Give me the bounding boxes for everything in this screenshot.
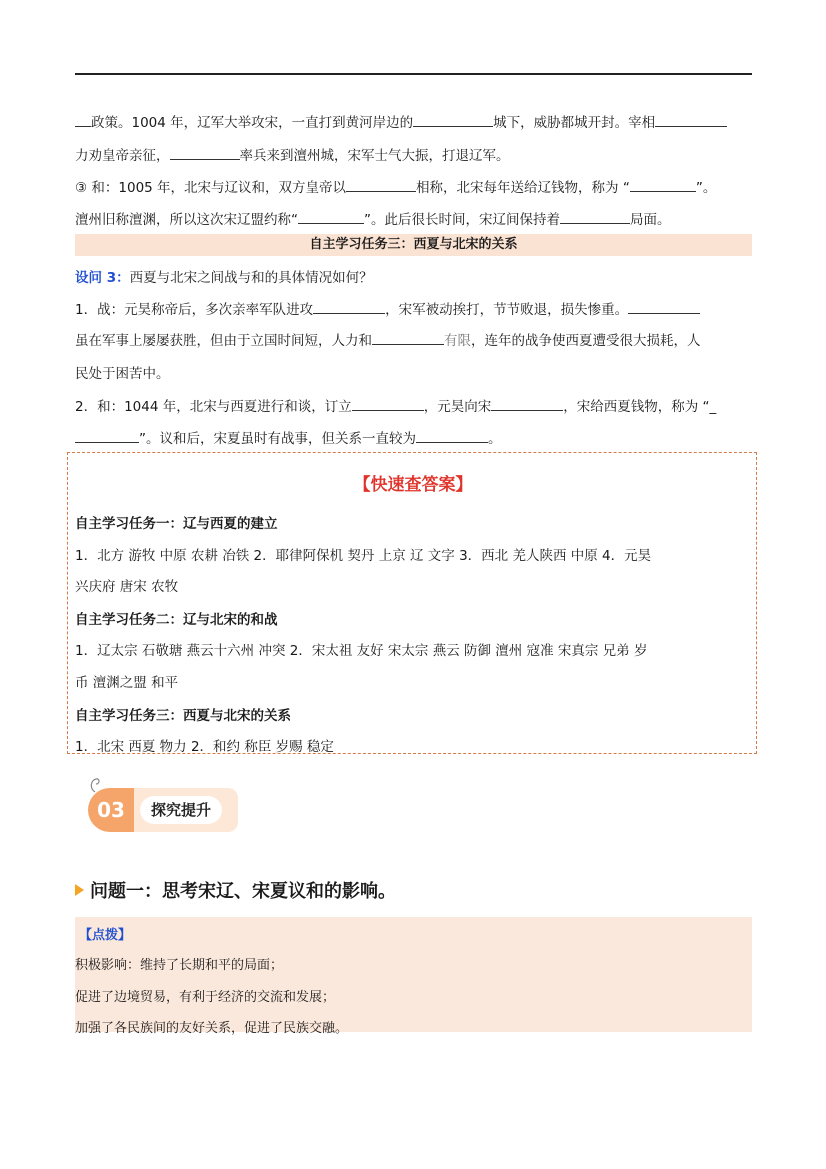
question-line bbox=[75, 268, 373, 288]
task3-title-bar: 自主学习任务三：西夏与北宋的关系 bbox=[75, 234, 752, 256]
text-segment: ，宋给西夏钱物，称为 “_ bbox=[563, 399, 717, 415]
text-line bbox=[75, 299, 700, 320]
section-label: 探究提升 bbox=[140, 796, 222, 824]
answer-line: 1．北宋 西夏 物力 2．和约 称臣 岁赐 稳定 bbox=[75, 739, 334, 755]
play-arrow-icon bbox=[75, 884, 84, 896]
text-line bbox=[75, 177, 716, 198]
text-segment: ，宋军被动挨打，节节败退，损失惨重。 bbox=[385, 302, 629, 318]
fill-blank[interactable] bbox=[413, 112, 493, 127]
text-segment: ，元昊向宋 bbox=[423, 399, 492, 415]
fill-blank[interactable] bbox=[352, 396, 424, 411]
tip-line: 积极影响：维持了长期和平的局面； bbox=[75, 958, 284, 973]
tip-line: 促进了边境贸易，有利于经济的交流和发展； bbox=[75, 990, 336, 1005]
text-segment: ③ 和：1005 年，北宋与辽议和，双方皇帝以 bbox=[75, 180, 347, 196]
fill-blank[interactable] bbox=[170, 145, 240, 160]
tip-box bbox=[75, 917, 752, 1032]
text-segment: 率兵来到澶州城，宋军士气大振，打退辽军。 bbox=[239, 148, 510, 164]
fill-blank[interactable] bbox=[491, 396, 563, 411]
text-line bbox=[75, 145, 510, 166]
text-segment: 城下，威胁都城开封。宰相 bbox=[493, 115, 656, 131]
answer-line: 1．北方 游牧 中原 农耕 冶铁 2．耶律阿保机 契丹 上京 辽 文字 3．西北 羌人陕西 中原 4．元昊 bbox=[75, 548, 652, 564]
fill-blank[interactable] bbox=[416, 428, 488, 443]
text-segment: 力劝皇帝亲征， bbox=[75, 148, 170, 164]
problem-heading-text: 问题一：思考宋辽、宋夏议和的影响。 bbox=[90, 881, 396, 902]
answer-task3-title: 自主学习任务三：西夏与北宋的关系 bbox=[75, 708, 291, 724]
fill-blank[interactable] bbox=[75, 428, 139, 443]
fill-blank[interactable] bbox=[75, 112, 91, 127]
header-rule bbox=[75, 73, 752, 75]
fill-blank[interactable] bbox=[298, 209, 364, 224]
answer-task1-title: 自主学习任务一：辽与西夏的建立 bbox=[75, 516, 278, 532]
text-segment: 虽在军事上屡屡获胜，但由于立国时间短，人力和 bbox=[75, 333, 372, 349]
text-line bbox=[75, 112, 727, 133]
fill-blank[interactable] bbox=[372, 330, 444, 345]
tip-line: 加强了各民族间的友好关系，促进了民族交融。 bbox=[75, 1021, 349, 1036]
fill-blank[interactable] bbox=[630, 177, 696, 192]
fill-blank[interactable] bbox=[560, 209, 630, 224]
fill-blank[interactable] bbox=[655, 112, 727, 127]
fill-blank[interactable] bbox=[628, 299, 700, 314]
text-segment: 1．战：元昊称帝后，多次亲率军队进攻 bbox=[75, 302, 314, 318]
problem-heading bbox=[75, 877, 396, 903]
tip-label: 【点拨】 bbox=[79, 928, 132, 943]
question-label: 设问 3： bbox=[75, 270, 130, 286]
answer-line: 1．辽太宗 石敬瑭 燕云十六州 冲突 2．宋太祖 友好 宋太宗 燕云 防御 澶州 寇准 宋真宗 兄弟 岁 bbox=[75, 643, 648, 659]
answer-line: 币 澶渊之盟 和平 bbox=[75, 675, 179, 691]
text-segment: 。 bbox=[488, 431, 502, 447]
answer-title: 【快速查答案】 bbox=[353, 475, 473, 495]
text-segment: 局面。 bbox=[630, 212, 671, 228]
answer-line: 兴庆府 唐宋 农牧 bbox=[75, 579, 179, 595]
answer-task2-title: 自主学习任务二：辽与北宋的和战 bbox=[75, 612, 278, 628]
text-line bbox=[75, 428, 502, 449]
text-line bbox=[75, 330, 701, 351]
text-line bbox=[75, 209, 671, 230]
text-segment: 澶州旧称澶渊，所以这次宋辽盟约称“ bbox=[75, 212, 298, 228]
section-number: 03 bbox=[88, 788, 134, 832]
text-segment: ”。 bbox=[695, 180, 717, 196]
text-segment: ”。议和后，宋夏虽时有战事，但关系一直较为 bbox=[139, 431, 416, 447]
text-segment: 政策。1004 年，辽军大举攻宋，一直打到黄河岸边的 bbox=[91, 115, 414, 131]
fill-blank[interactable] bbox=[313, 299, 385, 314]
text-segment: 有限 bbox=[444, 333, 471, 349]
text-line bbox=[75, 396, 716, 417]
question-text: 西夏与北宋之间战与和的具体情况如何？ bbox=[129, 270, 373, 286]
text-segment: 2．和：1044 年，北宋与西夏进行和谈，订立 bbox=[75, 399, 352, 415]
text-line: 民处于困苦中。 bbox=[75, 366, 170, 382]
text-segment: 相称，北宋每年送给辽钱物，称为 “ bbox=[416, 180, 630, 196]
text-segment: ”。此后很长时间，宋辽间保持着 bbox=[364, 212, 560, 228]
text-segment: ，连年的战争使西夏遭受很大损耗，人 bbox=[471, 333, 701, 349]
section-badge bbox=[88, 788, 242, 832]
fill-blank[interactable] bbox=[346, 177, 416, 192]
